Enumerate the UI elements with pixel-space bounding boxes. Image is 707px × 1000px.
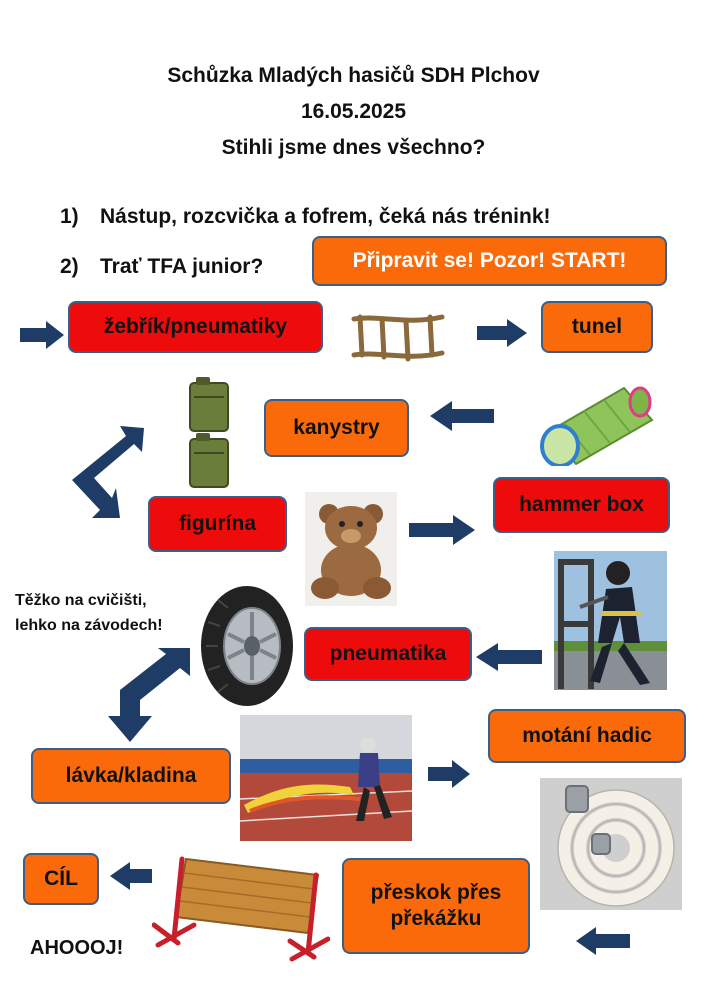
agenda-number: 1) [60,205,79,228]
arrow-left-icon [474,640,544,674]
hurdle-image [152,853,330,963]
title-question: Stihli jsme dnes všechno? [221,136,486,159]
station-beam: lávka/kladina [31,748,231,804]
agenda-text: Nástup, rozcvička a fofrem, čeká nás trénink! [100,205,551,228]
title-date: 16.05.2025 [300,100,407,123]
station-hoses: motání hadic [488,709,686,763]
agenda-number: 2) [60,255,79,278]
farewell: AHOOOJ! [30,937,124,959]
arrow-right-icon [18,318,66,352]
balance-beam-photo [240,715,412,841]
station-finish: CÍL [23,853,99,905]
station-jump-line-2: překážku [390,907,482,930]
title-line-1: Schůzka Mladých hasičů SDH Plchov [167,64,540,87]
arrow-right-icon [407,512,477,548]
arrow-right-icon [426,758,472,790]
corner-arrow-icon [100,646,192,744]
tire-image [198,582,296,710]
start-box: Připravit se! Pozor! START! [312,236,667,286]
tunnel-image [530,380,658,466]
teddy-bear-image [305,492,397,606]
canister-image [186,375,232,495]
agenda-text: Trať TFA junior? [100,255,264,278]
hammer-box-photo [554,551,667,690]
motto-line-1: Těžko na cvičišti, [15,592,147,609]
fire-hose-image [540,778,682,910]
station-jump [342,858,530,954]
station-tire: pneumatika [304,627,472,681]
station-tunnel: tunel [541,301,653,353]
arrow-left-icon [108,860,154,892]
agenda-item-2 [60,255,263,279]
station-hammer-box: hammer box [493,477,670,533]
agenda-item-1 [60,205,551,229]
motto [15,589,163,639]
station-jump-line-1: přeskok přes [370,880,502,904]
corner-arrow-icon [62,422,148,522]
station-canisters: kanystry [264,399,409,457]
motto-line-2: lehko na závodech! [15,616,163,634]
arrow-left-icon [428,398,496,434]
ladder-image [348,307,448,367]
station-ladder: žebřík/pneumatiky [68,301,323,353]
arrow-left-icon [574,924,632,958]
arrow-right-icon [475,316,529,350]
station-dummy: figurína [148,496,287,552]
